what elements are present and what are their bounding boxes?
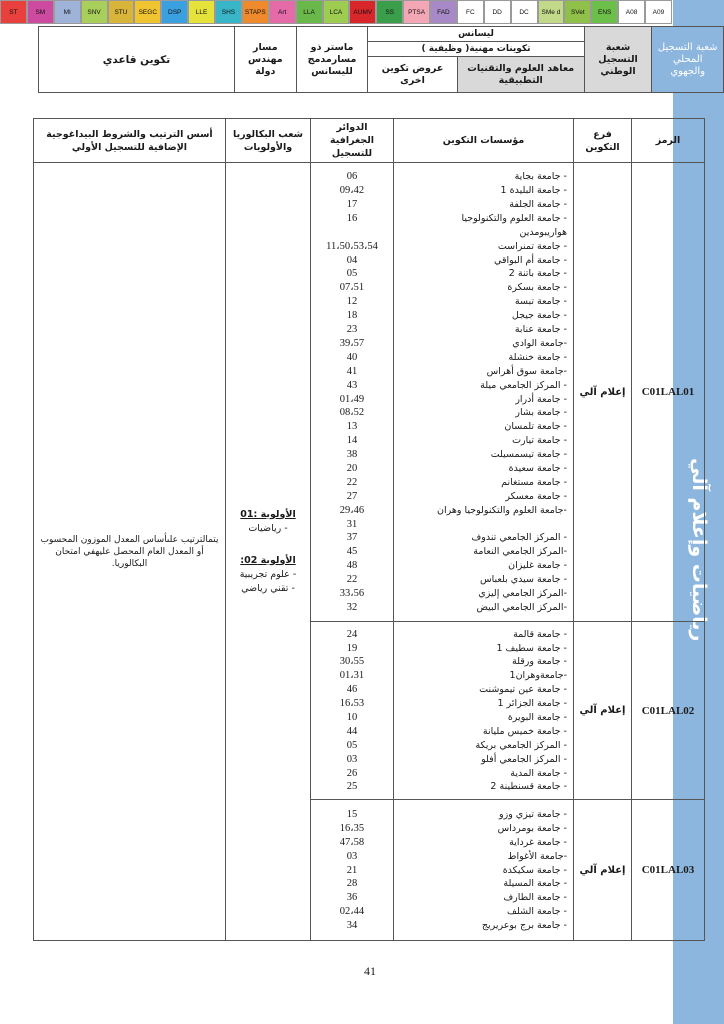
wilaya-item: 16،35 (339, 822, 365, 834)
master-path-label: ماستر ذو مسارمدمج لليسانس (296, 27, 368, 93)
bac-streams-cell (226, 163, 311, 941)
institution-item: - جامعة سطيف 1 (496, 642, 567, 654)
discipline-tab-lca[interactable]: LCA (323, 0, 350, 24)
institution-item: - جامعة عين تيموشنت (479, 684, 567, 696)
discipline-tab-dsp[interactable]: DSP (161, 0, 188, 24)
national-stream-label: شعبة التسجيل الوطني (584, 27, 652, 93)
wilaya-item: 33،56 (339, 587, 365, 599)
priority-1-item: - رياضيات (248, 522, 288, 534)
local-regional-stream-label: شعبة التسجيل المحلي والجهوي (652, 27, 724, 93)
wilaya-item: 01،49 (339, 393, 365, 405)
wilaya-item: 16،53 (339, 698, 365, 710)
institution-item: - جامعة عنابة (514, 324, 567, 336)
institution-item: -جامعةوهران1 (509, 670, 567, 682)
admission-table (33, 118, 705, 941)
wilaya-item: 01،31 (339, 670, 365, 682)
branch-cell: إعلام آلي (574, 622, 632, 800)
wilaya-item: 04 (346, 254, 358, 266)
discipline-tab-st[interactable]: ST (0, 0, 27, 24)
institution-item: - جامعة بسكرة (507, 282, 567, 294)
institution-item: - جامعة سيدي بلعباس (480, 574, 567, 586)
discipline-tab-dd[interactable]: DD (484, 0, 511, 24)
wilaya-item: 26 (346, 767, 358, 779)
wilaya-item: 46 (346, 684, 358, 696)
code-cell: C01LAL03 (632, 800, 705, 941)
wilaya-item: 32 (346, 601, 358, 613)
institution-item: هواريبومدين (519, 226, 567, 238)
institution-item: - جامعة بجاية (514, 171, 567, 183)
institution-item: -جامعة الوادي (512, 337, 567, 349)
institution-item: - جامعة برج بوعريريج (481, 920, 567, 932)
col-header-code: الرمز (632, 119, 705, 163)
wilaya-item: 24 (346, 628, 358, 640)
institution-item: -المركز الجامعي البيض (476, 601, 567, 613)
discipline-tab-mi[interactable]: MI (54, 0, 81, 24)
ranking-basis-cell: يتمالترتيب علىأساس المعدل الموزون المحسوب أو المعدل العام المحصل عليهفي امتحان البكالوريا. (34, 163, 226, 941)
wilaya-item: 31 (346, 518, 358, 530)
wilaya-item: 39،57 (339, 337, 365, 349)
institution-item: - جامعة خميس مليانة (482, 725, 567, 737)
discipline-tab-svet[interactable]: SVet (564, 0, 591, 24)
institution-item: - جامعة الجلفة (509, 199, 567, 211)
discipline-tab-lla[interactable]: LLA (296, 0, 323, 24)
wilaya-item: 43 (346, 379, 358, 391)
wilaya-item: 09،42 (339, 185, 365, 197)
discipline-tab-stu[interactable]: STU (108, 0, 135, 24)
wilaya-item: 34 (346, 920, 358, 932)
institution-item: -المركز الجامعي النعامة (473, 546, 567, 558)
wilaya-item: 28 (346, 878, 358, 890)
institution-item: - جامعة خنشلة (508, 351, 567, 363)
wilaya-item: 10 (346, 712, 358, 723)
discipline-tab-dc[interactable]: DC (511, 0, 538, 24)
priority-2-item: - تقني رياضي (241, 582, 295, 594)
discipline-tab-sm[interactable]: SM (27, 0, 54, 24)
wilaya-item: 22 (346, 476, 358, 488)
discipline-tab-sme-d[interactable]: SMe d (538, 0, 565, 24)
priority-2-label: الأولوية 02: (240, 554, 296, 566)
institution-item: - جامعة المدية (510, 767, 567, 779)
wilaya-item: 03 (346, 753, 358, 765)
wilaya-item: 19 (346, 642, 358, 654)
professional-licence-label: تكوينات مهنية( وظيفية ) (368, 42, 584, 57)
discipline-tab-a08[interactable]: A08 (618, 0, 645, 24)
wilaya-item: 23 (346, 324, 358, 336)
wilaya-item: 14 (346, 435, 358, 447)
institution-item: - جامعة الجزائر 1 (497, 698, 567, 710)
wilaya-item: 20 (346, 462, 358, 474)
institution-item: - المركز الجامعي تندوف (471, 532, 567, 544)
institution-item: - جامعة غليزان (508, 560, 567, 572)
wilaya-item: 02،44 (339, 906, 365, 918)
discipline-tab-staps[interactable]: STAPS (242, 0, 269, 24)
engineer-path-label: مسار مهندس دولة (234, 27, 296, 93)
wilaya-list (311, 800, 394, 941)
institution-item: - المركز الجامعي بريكة (475, 739, 567, 751)
wilaya-item: 03 (346, 850, 358, 862)
institution-item: -جامعة العلوم والتكنولوجيا وهران (437, 504, 567, 516)
wilaya-list (311, 163, 394, 622)
discipline-tab-lle[interactable]: LLE (188, 0, 215, 24)
wilaya-item: 44 (346, 725, 358, 737)
wilaya-item: 12 (346, 296, 358, 308)
wilaya-item: 07،51 (339, 282, 365, 294)
side-band-title: رياضيات وإعلام آلي (688, 458, 710, 642)
institution-item: - جامعة غرداية (509, 836, 567, 848)
institution-item: - جامعة جيجل (511, 310, 567, 322)
wilaya-item: 45 (346, 546, 358, 558)
institution-item: - جامعة معسكر (505, 490, 567, 502)
institution-item: -المركز الجامعي إليزي (478, 587, 567, 599)
wilaya-item: 16 (346, 212, 358, 224)
col-header-wilaya: الدوائر الجغرافية للتسجيل (311, 119, 394, 163)
priority-1-label: الأولوية :01 (240, 508, 296, 520)
discipline-tab-ptsa[interactable]: PTSA (403, 0, 430, 24)
wilaya-item: 41 (346, 365, 358, 377)
wilaya-item: 47،58 (339, 836, 365, 848)
institution-item: - جامعة تمنراست (497, 240, 567, 252)
institution-item: - جامعة بومرداس (497, 822, 567, 834)
code-cell: C01LAL02 (632, 622, 705, 800)
code-cell: C01LAL01 (632, 163, 705, 622)
col-header-branch: فرع التكوين (574, 119, 632, 163)
wilaya-item: 22 (346, 574, 358, 586)
institution-item (398, 518, 567, 532)
discipline-tab-a09[interactable]: A09 (645, 0, 672, 24)
branch-cell: إعلام آلي (574, 800, 632, 941)
wilaya-item: 27 (346, 490, 358, 502)
table-row (34, 163, 705, 622)
institution-item: - جامعة باتنة 2 (508, 268, 567, 280)
branch-cell: إعلام آلي (574, 163, 632, 622)
institution-item: - جامعة تيزي وزو (499, 808, 567, 820)
col-header-basis: أسس الترتيب والشروط البيداغوجية الإضافية للتسجيل الأولي (34, 119, 226, 163)
wilaya-item: 36 (346, 892, 358, 904)
licence-label: ليسانس (368, 27, 584, 42)
discipline-tab-ens[interactable]: ENS (591, 0, 618, 24)
discipline-tab-shs[interactable]: SHS (215, 0, 242, 24)
discipline-tab-ss[interactable]: SS (376, 0, 403, 24)
wilaya-item: 13 (346, 421, 358, 433)
institution-item: - جامعة قسنطينة 2 (490, 781, 567, 793)
wilaya-item: 21 (346, 864, 358, 876)
institution-item: - جامعة أم البواقي (494, 254, 567, 266)
institutes-label: معاهد العلوم والتقنيات التطبيقية (457, 57, 584, 93)
wilaya-item: 05 (346, 739, 358, 751)
wilaya-item: 25 (346, 781, 358, 793)
wilaya-list (311, 622, 394, 800)
institution-item: - جامعة الطارف (503, 892, 567, 904)
discipline-tab-snv[interactable]: SNV (81, 0, 108, 24)
wilaya-item: 05 (346, 268, 358, 280)
institution-item: - جامعة سكيكدة (502, 864, 567, 876)
institution-item: - جامعة العلوم والتكنولوجيا (461, 212, 567, 224)
table-header-row (34, 119, 705, 163)
institution-item: -جامعة الأغواط (507, 850, 567, 862)
institution-item: - جامعة الشلف (507, 906, 567, 918)
institution-item: -جامعة سوق أهراس (486, 365, 567, 377)
wilaya-item: 17 (346, 199, 358, 211)
base-training-label: تكوين قاعدي (39, 27, 235, 93)
wilaya-item: 15 (346, 808, 358, 820)
wilaya-item: 37 (346, 532, 358, 544)
institution-item: - جامعة مستغانم (501, 476, 567, 488)
col-header-institutions: مؤسسات التكوين (394, 119, 574, 163)
col-header-streams: شعب البكالوريا والأولويات (226, 119, 311, 163)
institution-list (394, 163, 574, 622)
wilaya-item: 38 (346, 449, 358, 461)
institution-item: - جامعة أدرار (515, 393, 567, 405)
wilaya-item: 30،55 (339, 656, 365, 668)
discipline-tab-bar (0, 0, 672, 24)
institution-list (394, 800, 574, 941)
institution-item: - المركز الجامعي ميلة (480, 379, 567, 391)
page-number: 41 (364, 964, 376, 978)
institution-item: - جامعة تيارت (512, 435, 567, 447)
priority-2-item: - علوم تجريبية (239, 568, 297, 580)
institution-item: - جامعة قالمة (513, 628, 567, 640)
institution-list (394, 622, 574, 800)
discipline-tab-fc[interactable]: FC (457, 0, 484, 24)
institution-item: - جامعة تيسمسيلت (490, 449, 567, 461)
institution-item: - جامعة بشار (515, 407, 567, 419)
wilaya-item: 18 (346, 310, 358, 322)
discipline-tab-fad[interactable]: FAD (430, 0, 457, 24)
institution-item: - جامعة تلمسان (504, 421, 567, 433)
other-offers-label: عروض تكوين اخرى (368, 57, 457, 93)
wilaya-item: 48 (346, 560, 358, 572)
discipline-tab-aumv[interactable]: AUMV (349, 0, 376, 24)
discipline-tab-segc[interactable]: SEGC (134, 0, 161, 24)
institution-item: - جامعة البويرة (507, 712, 567, 723)
institution-item: - جامعة البليدة 1 (500, 185, 567, 197)
wilaya-item: 29،46 (339, 504, 365, 516)
wilaya-item: 11،50،53،54 (326, 240, 378, 252)
discipline-tab-art[interactable]: Art (269, 0, 296, 24)
wilaya-item: 40 (346, 351, 358, 363)
header-table (38, 26, 724, 93)
wilaya-item: 06 (346, 171, 358, 183)
institution-item: - المركز الجامعي أفلو (481, 753, 567, 765)
institution-item: - جامعة المسيلة (503, 878, 567, 890)
institution-item: - جامعة سعيدة (508, 462, 567, 474)
wilaya-item: 08،52 (339, 407, 365, 419)
wilaya-item (311, 226, 393, 240)
institution-item: - جامعة تبسة (514, 296, 567, 308)
institution-item: - جامعة ورقلة (512, 656, 567, 668)
